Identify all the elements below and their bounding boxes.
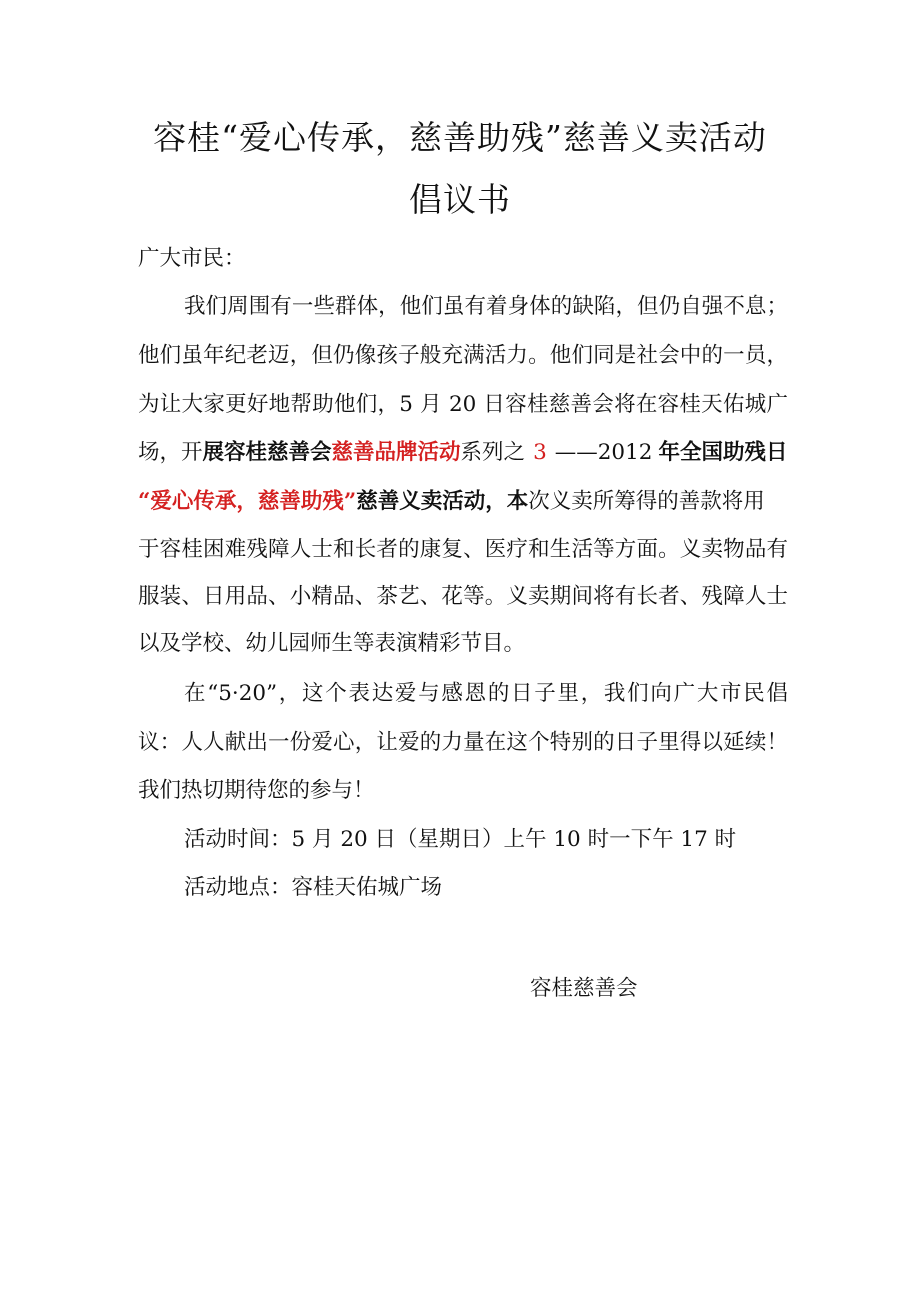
para1-line4-text-d: 系列之: [460, 440, 526, 465]
salutation: 广大市民：: [138, 246, 246, 271]
document-title: 容桂“爱心传承，慈善助残”慈善义卖活动: [153, 118, 767, 157]
para1-line1: 我们周围有一些群体，他们虽有着身体的缺陷，但仍自强不息；: [184, 294, 788, 319]
para1-line7: 服装、日用品、小精品、茶艺、花等。义卖期间将有长者、残障人士: [138, 584, 788, 609]
para1-line3: 为让大家更好地帮助他们，5 月 20 日容桂慈善会将在容桂天佑城广: [138, 392, 788, 417]
para1-line6: 于容桂困难残障人士和长者的康复、医疗和生活等方面。义卖物品有: [138, 537, 788, 562]
para1-line5-text-c: 次义卖所筹得的善款将用: [528, 489, 765, 514]
event-time: 活动时间：5 月 20 日（星期日）上午 10 时一下午 17 时: [184, 827, 737, 852]
para1-line2: 他们虽年纪老迈，但仍像孩子般充满活力。他们同是社会中的一员，: [138, 343, 788, 368]
para1-line4: [138, 438, 788, 468]
para1-line4-text-g: 年全国助残日: [658, 440, 788, 465]
para1-line4-text-f: ——2012: [554, 440, 653, 465]
para2-line2: 议：人人献出一份爱心，让爱的力量在这个特别的日子里得以延续！: [138, 730, 788, 755]
para1-line5: [138, 487, 788, 517]
document-subtitle: 倡议书: [409, 180, 511, 219]
event-place: 活动地点：容桂天佑城广场: [184, 875, 443, 900]
signature: 容桂慈善会: [530, 976, 638, 1001]
para1-line4-text-b: 展容桂慈善会: [202, 440, 332, 465]
para1-line8: 以及学校、幼儿园师生等表演精彩节目。: [138, 631, 526, 656]
para2-line1: 在“5·20”，这个表达爱与感恩的日子里，我们向广大市民倡: [184, 681, 788, 706]
para1-line4-text-a: 场，开: [138, 440, 203, 465]
brand-activity-highlight: 慈善品牌活动: [331, 440, 461, 465]
series-number-highlight: 3: [533, 440, 547, 465]
para2-line3: 我们热切期待您的参与！: [138, 778, 375, 803]
event-slogan-highlight: “爱心传承，慈善助残”: [138, 489, 357, 514]
para1-line5-text-b: 慈善义卖活动，本: [356, 489, 529, 514]
